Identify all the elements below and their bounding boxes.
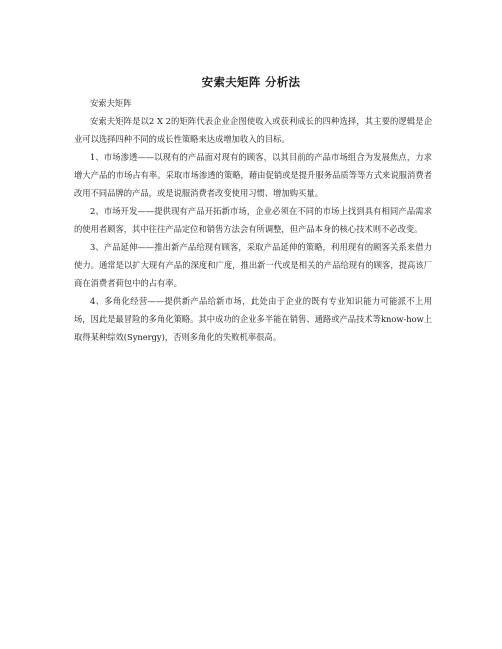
paragraph-market-penetration: 1、市场渗透——以现有的产品面对现有的顾客，以其目前的产品市场组合为发展焦点，力求增大产品的市场占有率。采取市场渗透的策略，藉由促销或是提升服务品质等等方式来说服消费者改用不同品牌的产品，或是说服消费者改变使用习惯、增加购买量。: [74, 152, 432, 198]
paragraph-heading: 安索夫矩阵: [90, 98, 132, 108]
document-body: [74, 94, 432, 346]
paragraph-diversification: 4、多角化经营——提供新产品给新市场，此处由于企业的既有专业知识能力可能派不上用场，因此是最冒险的多角化策略。其中成功的企业多半能在销售、通路或产品技术等know-how上取得某种综效(Synergy)，否则多角化的失败机率很高。: [74, 296, 432, 342]
paragraph-intro: 安索夫矩阵是以2 X 2的矩阵代表企业企图使收入或获利成长的四种选择，其主要的逻辑是企业可以选择四种不同的成长性策略来达成增加收入的目标。: [74, 116, 432, 144]
paragraph-market-development: 2、市场开发——提供现有产品开拓新市场，企业必须在不同的市场上找到具有相同产品需求的使用者顾客，其中往往产品定位和销售方法会有所调整，但产品本身的核心技术则不必改变。: [74, 206, 432, 234]
paragraph-product-extension: 3、产品延伸——推出新产品给现有顾客，采取产品延伸的策略，利用现有的顾客关系来借力使力。通常是以扩大现有产品的深度和广度，推出新一代或是相关的产品给现有的顾客，提高该厂商在消费者荷包中的占有率。: [74, 242, 432, 288]
document-title: 安索夫矩阵 分析法: [201, 75, 301, 89]
